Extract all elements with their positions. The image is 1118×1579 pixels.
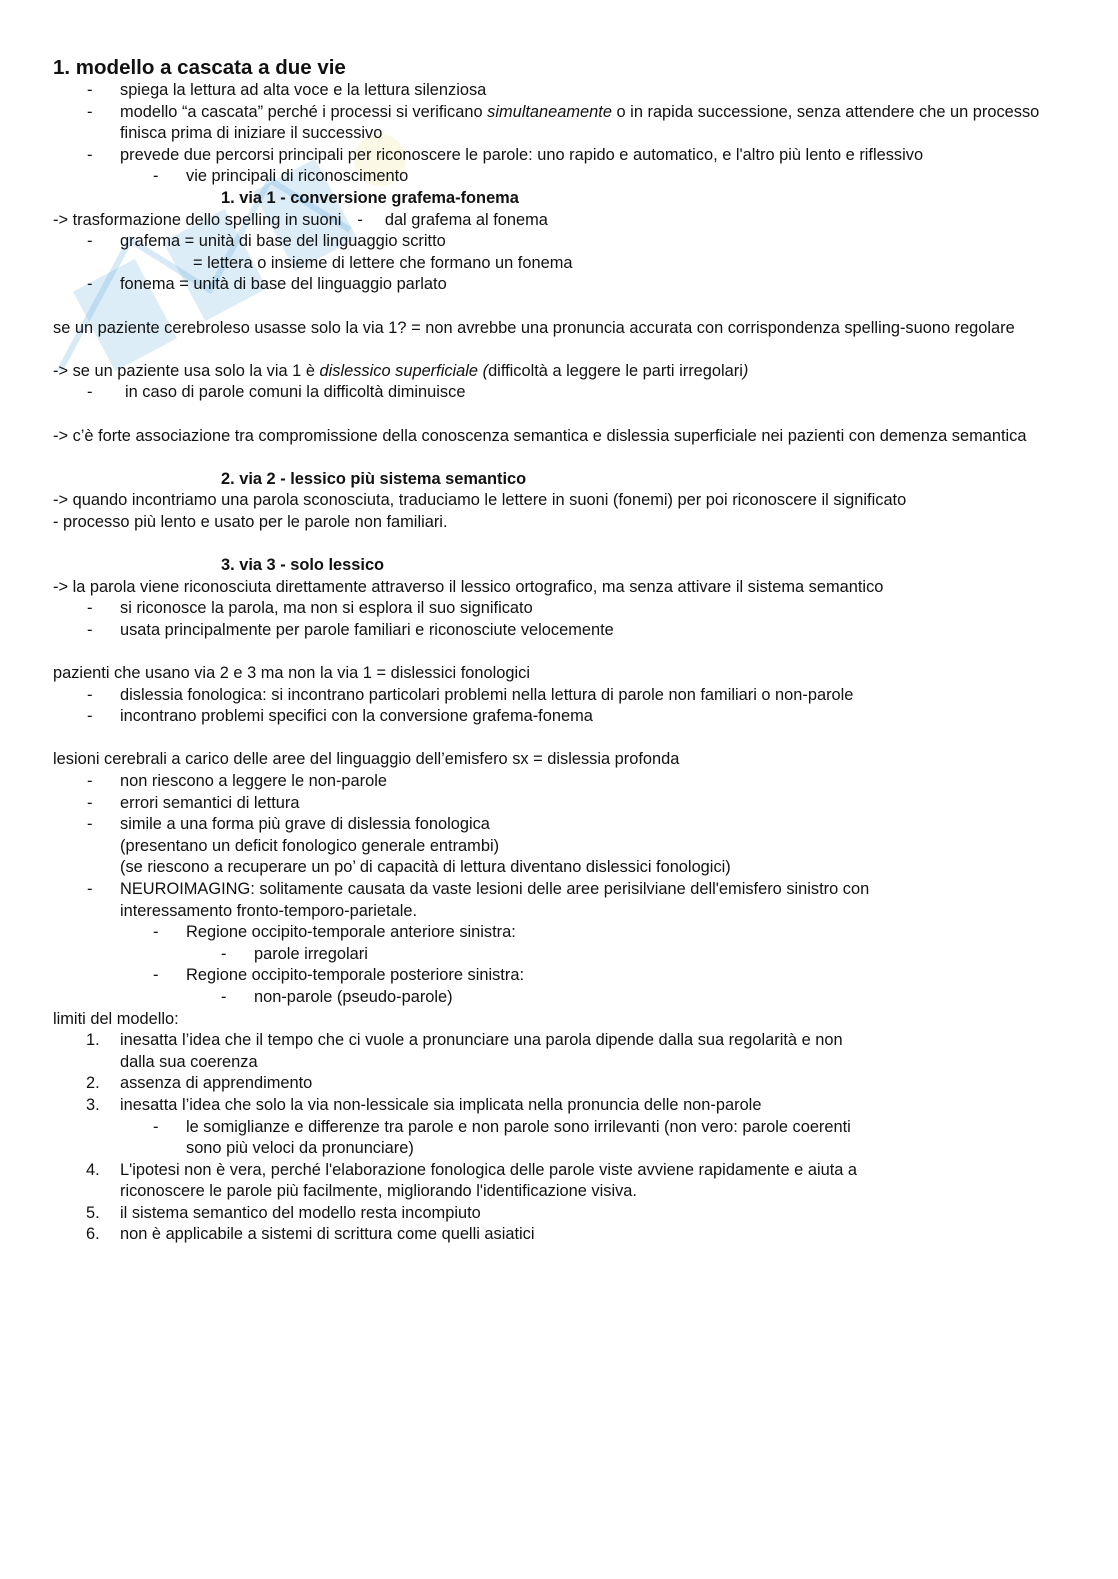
- paragraph: -> se un paziente usa solo la via 1 è dislessico superficiale (difficoltà a leggere le parti irregolari): [53, 361, 749, 380]
- bullet-line: - NEUROIMAGING: solitamente causata da vaste lesioni delle aree perisilviane dell'emisfero sinistro con: [53, 879, 1073, 901]
- bullet-line: - fonema = unità di base del linguaggio parlato: [53, 274, 1073, 296]
- text-line: -> trasformazione dello spelling in suoni - dal grafema al fonema: [53, 210, 548, 229]
- bullet-line: - grafema = unità di base del linguaggio scritto: [53, 231, 1073, 253]
- bullet-line: - dislessia fonologica: si incontrano particolari problemi nella lettura di parole non familiari o non-parole: [53, 685, 1073, 707]
- continuation-line: sono più veloci da pronunciare): [186, 1139, 414, 1158]
- continuation-line: = lettera o insieme di lettere che formano un fonema: [193, 253, 573, 272]
- numbered-item: 5. il sistema semantico del modello resta incompiuto: [86, 1203, 481, 1222]
- paragraph: -> quando incontriamo una parola sconosciuta, traduciamo le lettere in suoni (fonemi) per poi riconoscere il significato: [53, 491, 907, 510]
- bullet-line: - usata principalmente per parole familiari e riconosciute velocemente: [53, 620, 1073, 642]
- paragraph: pazienti che usano via 2 e 3 ma non la via 1 = dislessici fonologici: [53, 664, 530, 683]
- sub-bullet-line: - le somiglianze e differenze tra parole e non parole sono irrilevanti (non vero: parole coerenti: [53, 1117, 1073, 1139]
- continuation-line: riconoscere le parole più facilmente, migliorando l'identificazione visiva.: [120, 1182, 637, 1201]
- sub-bullet-line: - vie principali di riconoscimento: [53, 166, 1073, 188]
- section-heading-via2: 2. via 2 - lessico più sistema semantico: [221, 469, 527, 488]
- bullet-line: - in caso di parole comuni la difficoltà diminuisce: [53, 382, 1073, 404]
- paragraph: limiti del modello:: [53, 1009, 179, 1028]
- paragraph: -> la parola viene riconosciuta direttamente attraverso il lessico ortografico, ma senza attivare il sistema semantico: [53, 577, 884, 596]
- continuation-line: (se riescono a recuperare un po’ di capacità di lettura diventano dislessici fonologici): [120, 858, 731, 877]
- bullet-line: - modello “a cascata” perché i processi si verificano simultaneamente o in rapida successione, senza attendere che un processo finisca prima di iniziare il successivo: [53, 102, 1073, 145]
- numbered-item: 1. inesatta l’idea che il tempo che ci vuole a pronunciare una parola dipende dalla sua regolarità e non: [86, 1031, 843, 1050]
- bullet-line: - errori semantici di lettura: [53, 793, 1073, 815]
- bullet-line: - non riescono a leggere le non-parole: [53, 771, 1073, 793]
- sub-bullet-line: - Regione occipito-temporale posteriore sinistra:: [53, 965, 1073, 987]
- bullet-line: - si riconosce la parola, ma non si esplora il suo significato: [53, 598, 1073, 620]
- document-title: 1. modello a cascata a due vie: [53, 56, 346, 79]
- bullet-line: - spiega la lettura ad alta voce e la lettura silenziosa: [53, 80, 1073, 102]
- numbered-item: 2. assenza di apprendimento: [86, 1074, 313, 1093]
- paragraph: lesioni cerebrali a carico delle aree del linguaggio dell’emisfero sx = dislessia profonda: [53, 750, 680, 769]
- bullet-line: - prevede due percorsi principali per riconoscere le parole: uno rapido e automatico, e l'altro più lento e riflessivo: [53, 145, 1073, 167]
- section-heading-via1: 1. via 1 - conversione grafema-fonema: [221, 188, 519, 207]
- paragraph: se un paziente cerebroleso usasse solo la via 1? = non avrebbe una pronuncia accurata con corrispondenza spelling-suono regolare: [53, 318, 1015, 337]
- paragraph: -> c’è forte associazione tra compromissione della conoscenza semantica e dislessia superficiale nei pazienti con demenza semantica: [53, 426, 1027, 445]
- bullet-line: - simile a una forma più grave di dislessia fonologica: [53, 814, 1073, 836]
- numbered-item: 3. inesatta l’idea che solo la via non-lessicale sia implicata nella pronuncia delle non-parole: [86, 1095, 762, 1114]
- bullet-line: - incontrano problemi specifici con la conversione grafema-fonema: [53, 706, 1073, 728]
- paragraph: - processo più lento e usato per le parole non familiari.: [53, 512, 448, 531]
- section-heading-via3: 3. via 3 - solo lessico: [221, 556, 385, 575]
- numbered-item: 4. L'ipotesi non è vera, perché l'elaborazione fonologica delle parole viste avviene rapidamente e aiuta a: [86, 1160, 858, 1179]
- continuation-line: dalla sua coerenza: [120, 1052, 258, 1071]
- continuation-line: interessamento fronto-temporo-parietale.: [120, 901, 418, 920]
- numbered-item: 6. non è applicabile a sistemi di scrittura come quelli asiatici: [86, 1225, 535, 1244]
- document-page: [53, 56, 1073, 1246]
- sub-sub-bullet-line: - parole irregolari: [53, 944, 1073, 966]
- sub-bullet-line: - Regione occipito-temporale anteriore sinistra:: [53, 922, 1073, 944]
- continuation-line: (presentano un deficit fonologico generale entrambi): [120, 836, 500, 855]
- sub-sub-bullet-line: - non-parole (pseudo-parole): [53, 987, 1073, 1009]
